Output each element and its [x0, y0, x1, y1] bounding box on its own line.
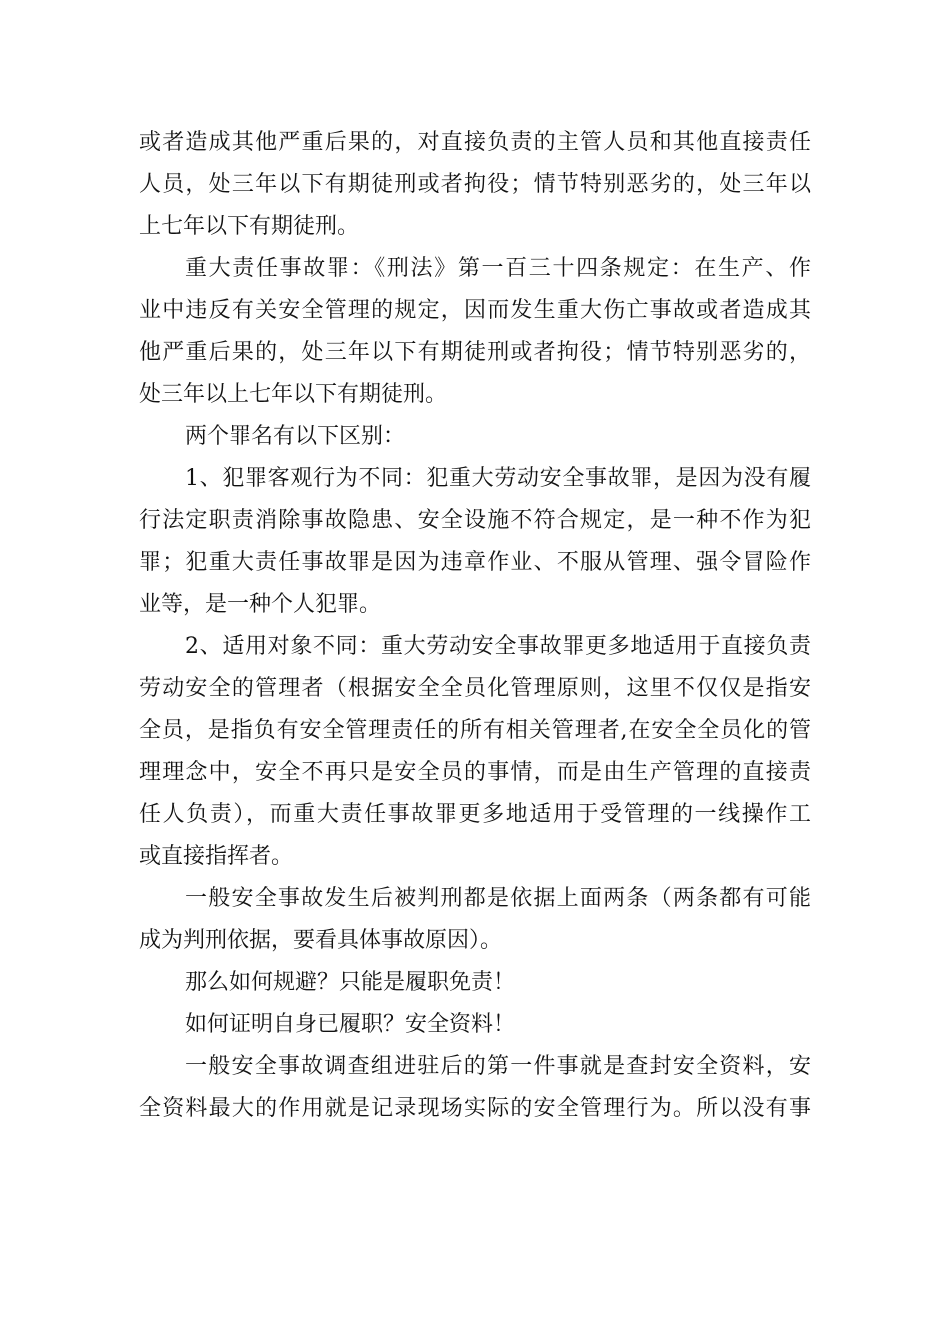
paragraph-line: 人员，处三年以下有期徒刑或者拘役；情节特别恶劣的，处三年以	[139, 172, 811, 197]
paragraph-line: 那么如何规避？只能是履职免责！	[185, 970, 516, 995]
paragraph-line: 他严重后果的，处三年以下有期徒刑或者拘役；情节特别恶劣的，	[139, 340, 811, 365]
paragraph-line: 上七年以下有期徒刑。	[139, 214, 360, 239]
paragraph-line: 全员，是指负有安全管理责任的所有相关管理者,在安全全员化的管	[139, 718, 811, 743]
paragraph-line: 如何证明自身已履职？安全资料！	[185, 1012, 516, 1037]
paragraph-6	[139, 962, 811, 1004]
paragraph-line: 一般安全事故发生后被判刑都是依据上面两条（两条都有可能	[185, 886, 811, 911]
paragraph-line: 理理念中，安全不再只是安全员的事情，而是由生产管理的直接责	[139, 760, 811, 785]
paragraph-0	[139, 122, 811, 248]
paragraph-line: 1、犯罪客观行为不同：犯重大劳动安全事故罪，是因为没有履	[185, 466, 811, 491]
paragraph-line: 成为判刑依据，要看具体事故原因）。	[139, 928, 503, 953]
paragraph-4	[139, 626, 811, 878]
paragraph-line: 2、适用对象不同：重大劳动安全事故罪更多地适用于直接负责	[185, 634, 811, 659]
paragraph-line: 或者造成其他严重后果的，对直接负责的主管人员和其他直接责任	[139, 130, 811, 155]
paragraph-line: 任人负责），而重大责任事故罪更多地适用于受管理的一线操作工	[139, 802, 811, 827]
paragraph-line: 行法定职责消除事故隐患、安全设施不符合规定，是一种不作为犯	[139, 508, 811, 533]
paragraph-1	[139, 248, 811, 416]
paragraph-line: 罪；犯重大责任事故罪是因为违章作业、不服从管理、强令冒险作	[139, 550, 811, 575]
paragraph-3	[139, 458, 811, 626]
document-body	[139, 122, 811, 1130]
paragraph-line: 劳动安全的管理者（根据安全全员化管理原则，这里不仅仅是指安	[139, 676, 811, 701]
paragraph-line: 全资料最大的作用就是记录现场实际的安全管理行为。所以没有事	[139, 1096, 811, 1121]
paragraph-line: 或直接指挥者。	[139, 844, 294, 869]
paragraph-2	[139, 416, 811, 458]
paragraph-line: 业中违反有关安全管理的规定，因而发生重大伤亡事故或者造成其	[139, 298, 811, 323]
paragraph-line: 一般安全事故调查组进驻后的第一件事就是查封安全资料，安	[185, 1054, 811, 1079]
paragraph-line: 两个罪名有以下区别：	[185, 424, 406, 449]
paragraph-line: 处三年以上七年以下有期徒刑。	[139, 382, 448, 407]
paragraph-7	[139, 1004, 811, 1046]
paragraph-line: 重大责任事故罪：《刑法》第一百三十四条规定：在生产、作	[185, 256, 811, 281]
paragraph-line: 业等，是一种个人犯罪。	[139, 592, 382, 617]
paragraph-5	[139, 878, 811, 962]
paragraph-8	[139, 1046, 811, 1130]
